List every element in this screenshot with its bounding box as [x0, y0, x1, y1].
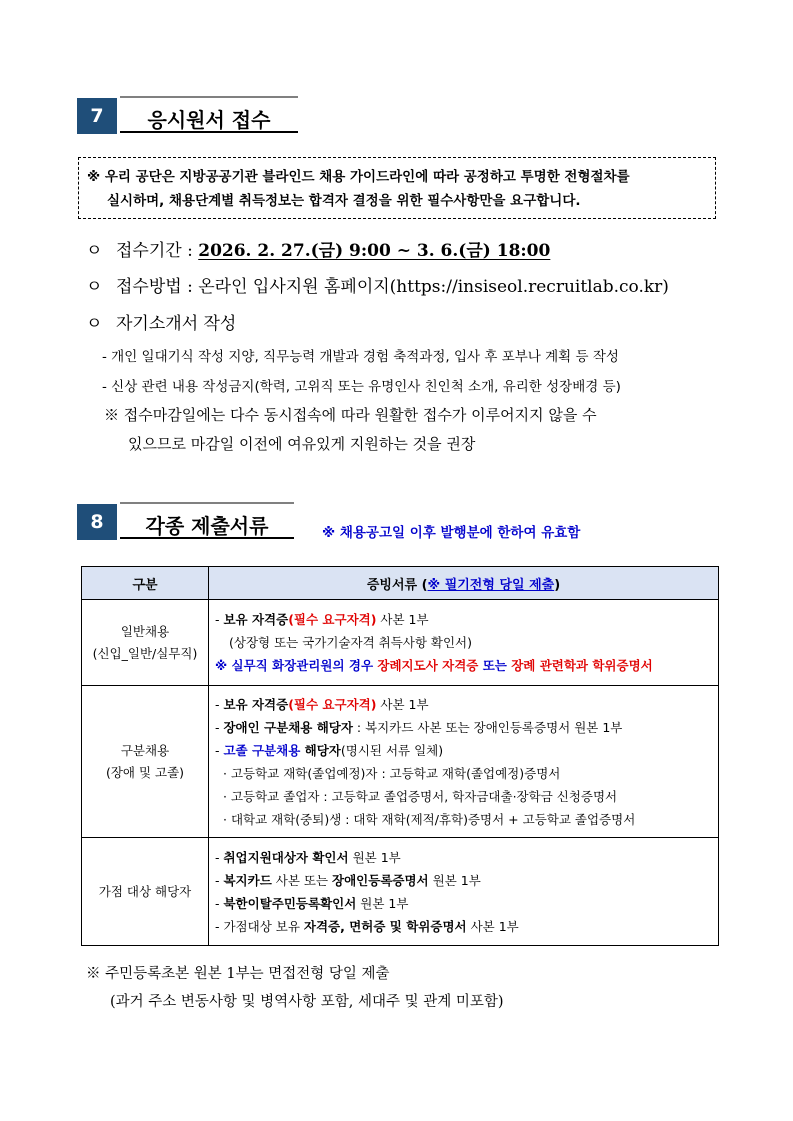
application-period-label: 접수기간 :: [116, 241, 199, 261]
header-docs-prefix: 증빙서류 (: [366, 577, 428, 593]
doc-emph: 자격증, 면허증 및 학위증명서: [303, 918, 467, 934]
doc-line: · 고등학교 졸업자 : 고등학교 졸업증명서, 학자금대출·장학금 신청증명서: [223, 788, 618, 804]
category-sublabel: (장애 및 고졸): [105, 764, 185, 780]
doc-line: (상장형 또는 국가기술자격 취득사항 확인서): [229, 635, 472, 650]
doc-text: (명시된 서류 일체): [340, 742, 444, 758]
doc-line: [215, 846, 712, 869]
application-period: [86, 236, 550, 261]
doc-note: ※ 실무직 화장관리원의 경우: [215, 658, 378, 673]
doc-emph: 장애인 구분채용 해당자: [223, 719, 353, 735]
notice-line-2: 실시하며, 채용단계별 취득정보는 합격자 결정을 위한 필수사항만을 요구합니다.: [107, 193, 581, 209]
resident-registration-note: ※ 주민등록초본 원본 1부는 면접전형 당일 제출: [86, 966, 390, 982]
dash: -: [215, 872, 224, 888]
doc-text: 원본 1부: [348, 849, 401, 865]
doc-text: : 복지카드 사본 또는 장애인등록증명서 원본 1부: [352, 719, 623, 735]
doc-required: 장례지도사 자격증: [377, 658, 479, 673]
doc-text: 사본 또는: [271, 872, 333, 888]
row-documents-general: [209, 600, 719, 686]
doc-required: (필수 요구자격): [288, 612, 377, 627]
application-period-value: 2026. 2. 27.(금) 9:00 ~ 3. 6.(금) 18:00: [198, 241, 551, 261]
table-row: [82, 686, 719, 838]
doc-line: [215, 892, 712, 915]
doc-required: 장례 관련학과 학위증명서: [511, 658, 653, 673]
dash: -: [215, 895, 224, 911]
written-exam-note-link: ※ 필기전형 당일 제출: [427, 577, 555, 593]
doc-line: [215, 654, 712, 677]
doc-emph: 취업지원대상자 확인서: [223, 849, 349, 865]
required-documents-table: [81, 566, 719, 946]
row-documents-separate: [209, 686, 719, 838]
section-8-number: 8: [77, 504, 117, 540]
validity-note: ※ 채용공고일 이후 발행분에 한하여 유효함: [322, 525, 581, 541]
doc-emph: 해당자: [300, 742, 341, 758]
bullet-circle: ㅇ: [86, 241, 103, 261]
row-category-general: [82, 600, 209, 686]
doc-text: 사본 1부: [466, 918, 519, 934]
application-method-text: 접수방법 : 온라인 입사지원 홈페이지(https://insiseol.recruitlab.co.kr): [116, 277, 669, 297]
doc-required: (필수 요구자격): [288, 696, 377, 712]
table-row: [82, 838, 719, 946]
doc-note: 또는: [478, 658, 512, 673]
doc-text: 원본 1부: [356, 895, 409, 911]
section-7-number: 7: [77, 98, 117, 134]
dash: -: [215, 719, 224, 735]
doc-emph: 북한이탈주민등록확인서: [223, 895, 357, 911]
self-introduction: [86, 309, 236, 334]
table-row: [82, 600, 719, 686]
deadline-note-2: 있으므로 마감일 이전에 여유있게 지원하는 것을 권장: [128, 435, 476, 453]
row-documents-bonus: [209, 838, 719, 946]
bullet-circle: ㅇ: [86, 277, 103, 297]
doc-text: 사본 1부: [376, 612, 429, 627]
deadline-note-1: ※ 접수마감일에는 다수 동시접속에 따라 원활한 접수가 이루어지지 않을 수: [104, 406, 597, 424]
blind-hiring-notice: [78, 157, 716, 219]
doc-line: [215, 915, 712, 938]
doc-line: [215, 693, 712, 716]
self-introduction-text: 자기소개서 작성: [116, 314, 237, 334]
doc-text: 사본 1부: [376, 696, 429, 712]
doc-emph-blue: 고졸 구분채용: [223, 742, 301, 758]
bullet-circle: ㅇ: [86, 314, 103, 334]
doc-text: - 가점대상 보유: [215, 918, 304, 934]
header-docs-suffix: ): [554, 577, 561, 593]
dash: -: [215, 696, 224, 712]
doc-line: [215, 608, 712, 631]
row-category-separate: [82, 686, 209, 838]
self-intro-sub-1: - 개인 일대기식 작성 지양, 직무능력 개발과 경험 축적과정, 입사 후 포부나 계획 등 작성: [102, 349, 619, 365]
dash: -: [215, 742, 224, 758]
doc-emph: 보유 자격증: [223, 612, 289, 627]
doc-line: · 대학교 재학(중퇴)생 : 대학 재학(제적/휴학)증명서 + 고등학교 졸업증명서: [223, 811, 636, 827]
section-7-title: 응시원서 접수: [147, 108, 271, 132]
table-header-row: [82, 567, 719, 600]
doc-emph: 복지카드: [223, 872, 272, 888]
section-8-title: 각종 제출서류: [145, 514, 269, 538]
header-category: 구분: [82, 567, 209, 600]
self-intro-sub-2: - 신상 관련 내용 작성금지(학력, 고위직 또는 유명인사 친인척 소개, 유리한 성장배경 등): [102, 379, 621, 395]
row-category-bonus: [82, 838, 209, 946]
category-label: 구분채용: [120, 742, 170, 758]
category-sublabel: (신입_일반/실무직): [92, 645, 198, 661]
category-label: 가점 대상 해당자: [98, 883, 192, 899]
doc-line: [215, 869, 712, 892]
dash: -: [215, 849, 224, 865]
doc-text: 원본 1부: [428, 872, 481, 888]
doc-line: · 고등학교 재학(졸업예정)자 : 고등학교 재학(졸업예정)증명서: [223, 765, 561, 781]
resident-registration-subnote: (과거 주소 변동사항 및 병역사항 포함, 세대주 및 관계 미포함): [110, 994, 504, 1010]
application-method: [86, 272, 669, 297]
doc-line: [215, 716, 712, 739]
doc-line: [215, 739, 712, 762]
doc-emph: 보유 자격증: [223, 696, 289, 712]
dash: -: [215, 612, 224, 627]
category-label: 일반채용: [120, 623, 170, 639]
header-documents: [209, 567, 719, 600]
doc-emph: 장애인등록증명서: [332, 872, 429, 888]
notice-line-1: ※ 우리 공단은 지방공공기관 블라인드 채용 가이드라인에 따라 공정하고 투명한 전형절차를: [87, 169, 630, 185]
